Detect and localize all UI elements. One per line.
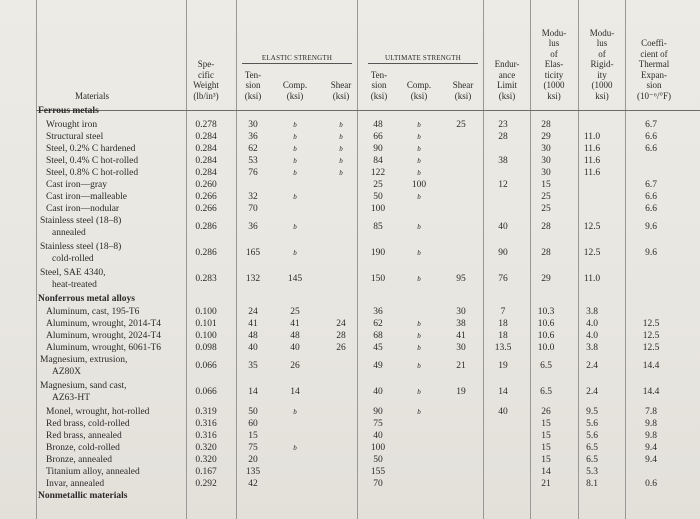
material-name: Stainless steel (18–8) annealed	[40, 216, 122, 238]
cell-th: 14.4	[642, 361, 660, 371]
table-row	[0, 466, 700, 478]
cell-ut: 84	[373, 156, 383, 166]
cell-th: 9.6	[645, 222, 657, 232]
table-row	[0, 155, 700, 167]
table-row	[0, 406, 700, 418]
cell-end: 28	[498, 132, 508, 142]
cell-G: 2.4	[586, 387, 598, 397]
cell-et: 30	[248, 120, 258, 130]
cell-th: 6.7	[645, 180, 657, 190]
cell-sw: 0.284	[195, 168, 217, 178]
cell-et: 50	[248, 407, 258, 417]
cell-uc: b	[417, 169, 421, 177]
cell-ut: 68	[373, 331, 383, 341]
cell-ec: 40	[290, 343, 300, 353]
header-ult-comp: Comp. (ksi)	[406, 80, 432, 101]
header-elastic-comp: Comp. (ksi)	[282, 80, 308, 101]
cell-G: 6.5	[586, 443, 598, 453]
cell-uc: b	[417, 408, 421, 416]
cell-E: 30	[541, 156, 551, 166]
section-nonferrous	[0, 293, 700, 305]
cell-end: 7	[500, 307, 506, 317]
cell-sw: 0.284	[195, 132, 217, 142]
cell-uc: b	[417, 332, 421, 340]
material-name: Stainless steel (18–8) cold-rolled	[40, 242, 122, 264]
cell-uc: b	[417, 320, 421, 328]
material-name: Bronze, annealed	[46, 455, 112, 465]
cell-sw: 0.286	[195, 248, 217, 258]
cell-th: 6.7	[645, 120, 657, 130]
cell-ec: 48	[290, 331, 300, 341]
cell-sw: 0.101	[195, 319, 217, 329]
cell-E: 28	[541, 120, 551, 130]
cell-et: 15	[248, 431, 258, 441]
cell-end: 40	[498, 407, 508, 417]
cell-ec: b	[293, 169, 297, 177]
cell-end: 19	[498, 361, 508, 371]
cell-end: 40	[498, 222, 508, 232]
table-row	[0, 179, 700, 191]
cell-ec: b	[293, 157, 297, 165]
material-name: Aluminum, wrought, 2014-T4	[46, 319, 162, 329]
material-name: Aluminum, wrought, 6061-T6	[46, 343, 162, 353]
material-name: Structural steel	[46, 132, 104, 142]
cell-ec: b	[293, 133, 297, 141]
cell-th: 6.6	[645, 204, 657, 214]
cell-ec: b	[293, 444, 297, 452]
cell-E: 15	[541, 455, 551, 465]
cell-es: b	[339, 169, 343, 177]
cell-sw: 0.320	[195, 455, 217, 465]
material-name: Magnesium, extrusion, AZ80X	[40, 355, 128, 377]
cell-sw: 0.167	[195, 467, 217, 477]
table-row	[0, 215, 700, 239]
cell-E: 28	[541, 222, 551, 232]
cell-G: 5.3	[586, 467, 598, 477]
table-row	[0, 330, 700, 342]
section-title: Ferrous metals	[38, 106, 99, 116]
cell-uc: b	[417, 193, 421, 201]
cell-G: 5.6	[586, 431, 598, 441]
ultimate-strength-group: ULTIMATE STRENGTH	[368, 54, 478, 64]
cell-G: 4.0	[586, 331, 598, 341]
header-ult-shear: Shear (ksi)	[452, 80, 474, 101]
cell-E: 10.3	[537, 307, 555, 317]
cell-sw: 0.066	[195, 387, 217, 397]
cell-ec: 14	[290, 387, 300, 397]
cell-end: 18	[498, 319, 508, 329]
material-name: Cast iron—malleable	[46, 192, 127, 202]
cell-ec: b	[293, 121, 297, 129]
material-name: Steel, SAE 4340, heat-treated	[40, 268, 106, 290]
cell-et: 32	[248, 192, 258, 202]
cell-G: 11.6	[583, 144, 601, 154]
cell-ec: b	[293, 408, 297, 416]
cell-E: 14	[541, 467, 551, 477]
header-ult-tension: Ten- sion (ksi)	[370, 69, 388, 101]
cell-ut: 50	[373, 455, 383, 465]
cell-ut: 45	[373, 343, 383, 353]
cell-sw: 0.278	[195, 120, 217, 130]
cell-es: 28	[336, 331, 346, 341]
cell-et: 40	[248, 343, 258, 353]
cell-et: 132	[245, 274, 261, 284]
cell-ut: 49	[373, 361, 383, 371]
cell-et: 36	[248, 222, 258, 232]
cell-end: 13.5	[494, 343, 512, 353]
material-name: Steel, 0.8% C hot-rolled	[46, 168, 139, 178]
cell-et: 135	[245, 467, 261, 477]
header-mod-rigidity: Modu- lus of Rigid- ity (1000 ksi)	[589, 27, 615, 101]
cell-sw: 0.066	[195, 361, 217, 371]
cell-sw: 0.100	[195, 331, 217, 341]
cell-us: 38	[456, 319, 466, 329]
table-row	[0, 143, 700, 155]
header-specific-weight: Spe- cific Weight (lb/in³)	[193, 59, 219, 101]
cell-E: 10.6	[537, 319, 555, 329]
cell-ut: 36	[373, 307, 383, 317]
section-nonmetallic	[0, 490, 700, 502]
cell-uc: b	[417, 362, 421, 370]
cell-th: 12.5	[642, 343, 660, 353]
cell-E: 15	[541, 419, 551, 429]
cell-ut: 90	[373, 407, 383, 417]
material-name: Invar, annealed	[46, 479, 105, 489]
cell-sw: 0.100	[195, 307, 217, 317]
cell-et: 24	[248, 307, 258, 317]
cell-sw: 0.292	[195, 479, 217, 489]
cell-es: b	[339, 157, 343, 165]
cell-et: 42	[248, 479, 258, 489]
cell-E: 10.6	[537, 331, 555, 341]
header-thermal: Coeffi- cient of Thermal Expan- sion (10⁻⁶/°F)	[637, 38, 671, 101]
cell-uc: b	[417, 133, 421, 141]
cell-et: 53	[248, 156, 258, 166]
cell-uc: 100	[411, 180, 427, 190]
cell-sw: 0.286	[195, 222, 217, 232]
cell-th: 12.5	[642, 319, 660, 329]
cell-ut: 75	[373, 419, 383, 429]
cell-end: 90	[498, 248, 508, 258]
table-row	[0, 131, 700, 143]
header-materials: Materials	[75, 90, 109, 101]
cell-ec: b	[293, 249, 297, 257]
cell-ec: b	[293, 223, 297, 231]
cell-ut: 62	[373, 319, 383, 329]
cell-sw: 0.319	[195, 407, 217, 417]
cell-E: 21	[541, 479, 551, 489]
cell-E: 29	[541, 132, 551, 142]
cell-ut: 25	[373, 180, 383, 190]
cell-end: 12	[498, 180, 508, 190]
cell-uc: b	[417, 121, 421, 129]
cell-us: 25	[456, 120, 466, 130]
section-ferrous	[0, 105, 700, 117]
material-name: Aluminum, cast, 195-T6	[46, 307, 140, 317]
material-name: Aluminum, wrought, 2024-T4	[46, 331, 162, 341]
cell-sw: 0.266	[195, 192, 217, 202]
cell-ec: 41	[290, 319, 300, 329]
cell-uc: b	[417, 388, 421, 396]
cell-th: 9.8	[645, 431, 657, 441]
section-title: Nonferrous metal alloys	[38, 294, 135, 304]
cell-ut: 90	[373, 144, 383, 154]
cell-et: 35	[248, 361, 258, 371]
cell-end: 76	[498, 274, 508, 284]
cell-G: 9.5	[586, 407, 598, 417]
cell-end: 23	[498, 120, 508, 130]
cell-us: 19	[456, 387, 466, 397]
cell-E: 30	[541, 168, 551, 178]
cell-sw: 0.283	[195, 274, 217, 284]
cell-et: 36	[248, 132, 258, 142]
cell-th: 0.6	[645, 479, 657, 489]
table-row	[0, 306, 700, 318]
cell-G: 11.0	[583, 274, 601, 284]
cell-E: 6.5	[540, 387, 552, 397]
cell-sw: 0.316	[195, 431, 217, 441]
cell-th: 9.6	[645, 248, 657, 258]
cell-E: 26	[541, 407, 551, 417]
header-mod-elasticity: Modu- lus of Elas- ticity (1000 ksi)	[541, 27, 567, 101]
table-row	[0, 354, 700, 378]
cell-us: 21	[456, 361, 466, 371]
cell-sw: 0.260	[195, 180, 217, 190]
cell-th: 12.5	[642, 331, 660, 341]
header-elastic-tension: Ten- sion (ksi)	[244, 69, 262, 101]
cell-uc: b	[417, 275, 421, 283]
cell-ut: 190	[370, 248, 386, 258]
cell-uc: b	[417, 249, 421, 257]
cell-et: 48	[248, 331, 258, 341]
table-row	[0, 267, 700, 291]
section-title: Nonmetallic materials	[38, 491, 128, 501]
cell-E: 15	[541, 431, 551, 441]
material-name: Magnesium, sand cast, AZ63-HT	[40, 381, 127, 403]
cell-es: 24	[336, 319, 346, 329]
cell-es: 26	[336, 343, 346, 353]
table-row	[0, 442, 700, 454]
material-name: Titanium alloy, annealed	[46, 467, 140, 477]
table-row	[0, 241, 700, 265]
cell-th: 6.6	[645, 144, 657, 154]
cell-et: 76	[248, 168, 258, 178]
cell-us: 30	[456, 307, 466, 317]
cell-G: 6.5	[586, 455, 598, 465]
cell-et: 14	[248, 387, 258, 397]
cell-et: 60	[248, 419, 258, 429]
cell-th: 14.4	[642, 387, 660, 397]
cell-sw: 0.320	[195, 443, 217, 453]
cell-E: 30	[541, 144, 551, 154]
cell-et: 41	[248, 319, 258, 329]
cell-ec: b	[293, 145, 297, 153]
cell-sw: 0.284	[195, 144, 217, 154]
cell-us: 30	[456, 343, 466, 353]
material-name: Wrought iron	[46, 120, 98, 130]
cell-ut: 85	[373, 222, 383, 232]
material-name: Cast iron—nodular	[46, 204, 120, 214]
cell-ut: 50	[373, 192, 383, 202]
cell-ut: 40	[373, 387, 383, 397]
cell-th: 6.6	[645, 192, 657, 202]
cell-G: 3.8	[586, 343, 598, 353]
cell-E: 25	[541, 192, 551, 202]
cell-ut: 66	[373, 132, 383, 142]
cell-E: 15	[541, 443, 551, 453]
cell-uc: b	[417, 145, 421, 153]
cell-uc: b	[417, 344, 421, 352]
elastic-strength-group: ELASTIC STRENGTH	[242, 54, 352, 64]
table-row	[0, 203, 700, 215]
table-row	[0, 342, 700, 354]
cell-ut: 122	[370, 168, 386, 178]
cell-sw: 0.098	[195, 343, 217, 353]
cell-es: b	[339, 133, 343, 141]
cell-E: 28	[541, 248, 551, 258]
cell-es: b	[339, 145, 343, 153]
material-name: Red brass, annealed	[46, 431, 122, 441]
cell-G: 12.5	[583, 248, 601, 258]
table-row	[0, 478, 700, 490]
cell-ec: 26	[290, 361, 300, 371]
cell-end: 14	[498, 387, 508, 397]
cell-sw: 0.284	[195, 156, 217, 166]
material-name: Cast iron—gray	[46, 180, 107, 190]
table-row	[0, 380, 700, 404]
cell-ec: 25	[290, 307, 300, 317]
cell-ut: 100	[370, 204, 386, 214]
cell-us: 41	[456, 331, 466, 341]
cell-ut: 70	[373, 479, 383, 489]
cell-ec: 145	[287, 274, 303, 284]
material-name: Bronze, cold-rolled	[46, 443, 120, 453]
cell-G: 11.6	[583, 156, 601, 166]
cell-et: 20	[248, 455, 258, 465]
cell-et: 75	[248, 443, 258, 453]
cell-et: 62	[248, 144, 258, 154]
cell-ut: 48	[373, 120, 383, 130]
material-name: Steel, 0.4% C hot-rolled	[46, 156, 139, 166]
cell-th: 6.6	[645, 132, 657, 142]
cell-us: 95	[456, 274, 466, 284]
cell-et: 70	[248, 204, 258, 214]
cell-G: 11.0	[583, 132, 601, 142]
cell-th: 7.8	[645, 407, 657, 417]
material-name: Steel, 0.2% C hardened	[46, 144, 136, 154]
cell-G: 12.5	[583, 222, 601, 232]
cell-sw: 0.316	[195, 419, 217, 429]
cell-th: 9.4	[645, 443, 657, 453]
cell-G: 11.6	[583, 168, 601, 178]
table-row	[0, 454, 700, 466]
header-endurance: Endur- ance Limit (ksi)	[494, 59, 520, 101]
table-row	[0, 418, 700, 430]
cell-et: 165	[245, 248, 261, 258]
cell-E: 25	[541, 204, 551, 214]
cell-G: 8.1	[586, 479, 598, 489]
cell-ut: 40	[373, 431, 383, 441]
cell-es: b	[339, 121, 343, 129]
cell-G: 2.4	[586, 361, 598, 371]
cell-end: 18	[498, 331, 508, 341]
cell-end: 38	[498, 156, 508, 166]
cell-uc: b	[417, 157, 421, 165]
table-row	[0, 318, 700, 330]
cell-ut: 150	[370, 274, 386, 284]
cell-uc: b	[417, 223, 421, 231]
table-row	[0, 167, 700, 179]
header-elastic-shear: Shear (ksi)	[330, 80, 352, 101]
table-row	[0, 119, 700, 131]
cell-ut: 100	[370, 443, 386, 453]
cell-G: 4.0	[586, 319, 598, 329]
cell-ut: 155	[370, 467, 386, 477]
material-name: Monel, wrought, hot-rolled	[46, 407, 150, 417]
cell-G: 5.6	[586, 419, 598, 429]
table-row	[0, 430, 700, 442]
cell-G: 3.8	[586, 307, 598, 317]
material-name: Red brass, cold-rolled	[46, 419, 130, 429]
cell-E: 6.5	[540, 361, 552, 371]
cell-E: 10.0	[537, 343, 555, 353]
table-row	[0, 191, 700, 203]
cell-th: 9.4	[645, 455, 657, 465]
cell-sw: 0.266	[195, 204, 217, 214]
cell-E: 15	[541, 180, 551, 190]
cell-ec: b	[293, 193, 297, 201]
cell-E: 29	[541, 274, 551, 284]
cell-th: 9.8	[645, 419, 657, 429]
